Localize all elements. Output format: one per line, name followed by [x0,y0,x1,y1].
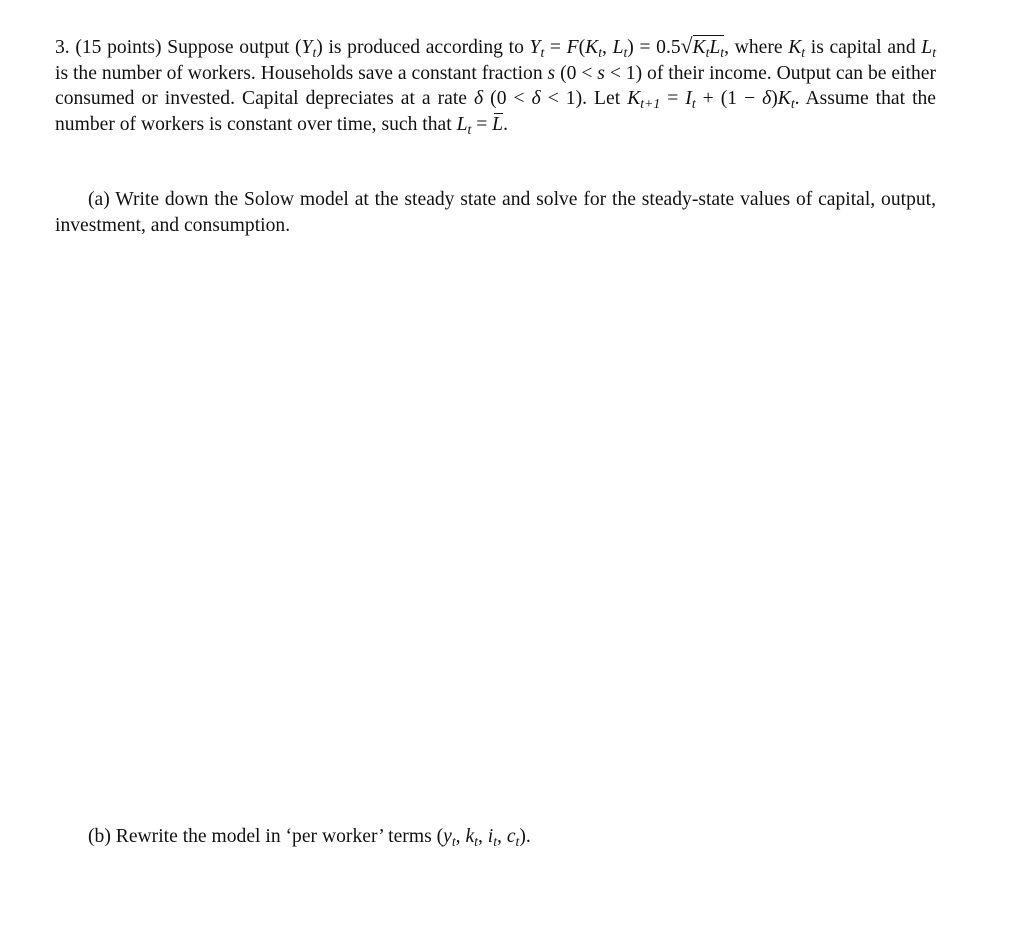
per-worker-vars: ($y_t$, $k_t$, $i_t$, $c_t$). [436,826,531,850]
square-root: $√K_tL_t$ [680,34,725,61]
part-b-body: Rewrite the model in ‘per worker’ terms [115,826,432,847]
part-b-text [88,824,531,850]
production-function: $Y_t = F(K_t$, $L_t) = 0.5√K_tL_t$, [529,34,730,61]
question-points: (15 points) [75,37,162,58]
part-a-label: (a) [88,189,110,210]
constant-labor-equation: $L_t = L$. [456,113,508,137]
part-a-text [55,187,936,238]
capital-accumulation-equation: $K_{t+1} = I_t + (1 - \delta)K_t$. [627,88,800,112]
question-3-text: 3. (15 points) Suppose output $(Y_t)$ is produced according to $Y_t = F(K_t$, $L_t) = 0.5√K_tL_t$, where $K_t$ is capital and $L_t$ is the number of workers. Households save a constant fraction s (0 < s < 1) of their income. Output can be either consumed or invested. Capital depreciates at a rate δ (0 < δ < 1). Let $K_{t+1} = I_t + (1 - \delta)K_t$. Assume that the number of workers is constant over time, such that $L_t = L$. [55,34,937,137]
part-b-label: (b) [88,826,111,847]
question-number: 3. [55,37,70,58]
part-a-body: Write down the Solow model at the steady state and solve for the steady-state values of capital, output, investment, and consumption. [55,189,937,236]
